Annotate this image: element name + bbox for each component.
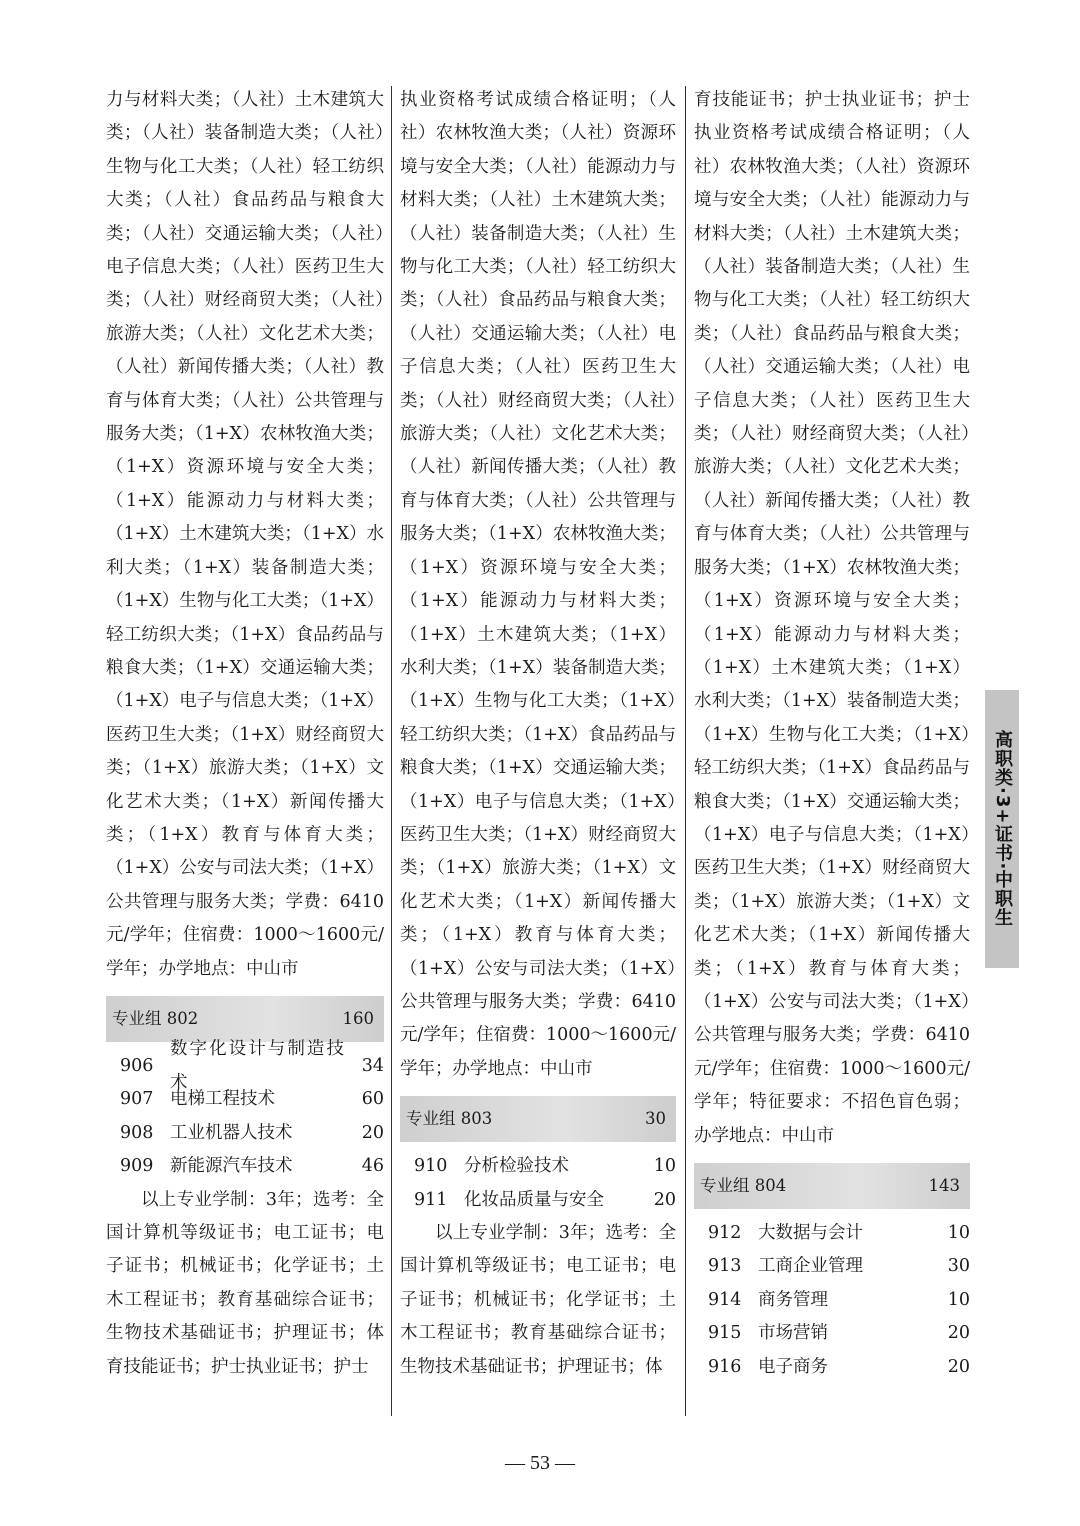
major-row bbox=[694, 1351, 970, 1384]
major-name: 新能源汽车技术 bbox=[170, 1156, 293, 1177]
major-group-header bbox=[400, 1096, 676, 1142]
major-count: 34 bbox=[361, 1055, 384, 1076]
major-count: 46 bbox=[361, 1156, 384, 1177]
column-1 bbox=[106, 84, 384, 1384]
paragraph: 力与材料大类；（人社）土木建筑大类；（人社）装备制造大类；（人社）生物与化工大类；（人社）轻工纺织大类；（人社）食品药品与粮食大类；（人社）交通运输大类；（人社）电子信息大类；（人社）医药卫生大类；（人社）财经商贸大类；（人社）旅游大类；（人社）文化艺术大类；（人社）新闻传播大类；（人社）教育与体育大类；（人社）公共管理与服务大类；（1+X）农林牧渔大类；（1+X）资源环境与安全大类；（1+X）能源动力与材料大类；（1+X）土木建筑大类；（1+X）水利大类；（1+X）装备制造大类；（1+X）生物与化工大类；（1+X）轻工纺织大类；（1+X）食品药品与粮食大类；（1+X）交通运输大类；（1+X）电子与信息大类；（1+X）医药卫生大类；（1+X）财经商贸大类；（1+X）旅游大类；（1+X）文化艺术大类；（1+X）新闻传播大类；（1+X）教育与体育大类；（1+X）公安与司法大类；（1+X）公共管理与服务大类；学费：6410元/学年；住宿费：1000～1600元/学年；办学地点：中山市 bbox=[106, 90, 384, 979]
major-name: 工商企业管理 bbox=[758, 1256, 863, 1277]
major-code: 910 bbox=[414, 1156, 448, 1177]
major-code: 916 bbox=[708, 1356, 742, 1377]
major-name: 工业机器人技术 bbox=[170, 1122, 293, 1143]
paragraph: 育技能证书；护士执业证书；护士执业资格考试成绩合格证明；（人社）农林牧渔大类；（人社）资源环境与安全大类；（人社）能源动力与材料大类；（人社）土木建筑大类；（人社）装备制造大类；（人社）生物与化工大类；（人社）轻工纺织大类；（人社）食品药品与粮食大类；（人社）交通运输大类；（人社）电子信息大类；（人社）医药卫生大类；（人社）财经商贸大类；（人社）旅游大类；（人社）文化艺术大类；（人社）新闻传播大类；（人社）教育与体育大类；（人社）公共管理与服务大类；（1+X）农林牧渔大类；（1+X）资源环境与安全大类；（1+X）能源动力与材料大类；（1+X）土木建筑大类；（1+X）水利大类；（1+X）装备制造大类；（1+X）生物与化工大类；（1+X）轻工纺织大类；（1+X）食品药品与粮食大类；（1+X）交通运输大类；（1+X）电子与信息大类；（1+X）医药卫生大类；（1+X）财经商贸大类；（1+X）旅游大类；（1+X）文化艺术大类；（1+X）新闻传播大类；（1+X）教育与体育大类；（1+X）公安与司法大类；（1+X）公共管理与服务大类；学费：6410元/学年；住宿费：1000～1600元/学年；特征要求：不招色盲色弱；办学地点：中山市 bbox=[694, 90, 970, 1146]
column-divider bbox=[685, 86, 686, 1416]
major-count: 20 bbox=[653, 1189, 676, 1210]
major-name: 化妆品质量与安全 bbox=[464, 1189, 604, 1210]
major-row bbox=[694, 1317, 970, 1350]
major-group-header bbox=[694, 1163, 970, 1209]
major-name: 市场营销 bbox=[758, 1323, 828, 1344]
page-number: — 53 — bbox=[505, 1452, 575, 1474]
paragraph: 执业资格考试成绩合格证明；（人社）农林牧渔大类；（人社）资源环境与安全大类；（人社）能源动力与材料大类；（人社）土木建筑大类；（人社）装备制造大类；（人社）生物与化工大类；（人社）轻工纺织大类；（人社）食品药品与粮食大类；（人社）交通运输大类；（人社）电子信息大类；（人社）医药卫生大类；（人社）财经商贸大类；（人社）旅游大类；（人社）文化艺术大类；（人社）新闻传播大类；（人社）教育与体育大类；（人社）公共管理与服务大类；（1+X）农林牧渔大类；（1+X）资源环境与安全大类；（1+X）能源动力与材料大类；（1+X）土木建筑大类；（1+X）水利大类；（1+X）装备制造大类；（1+X）生物与化工大类；（1+X）轻工纺织大类；（1+X）食品药品与粮食大类；（1+X）交通运输大类；（1+X）电子与信息大类；（1+X）医药卫生大类；（1+X）财经商贸大类；（1+X）旅游大类；（1+X）文化艺术大类；（1+X）新闻传播大类；（1+X）教育与体育大类；（1+X）公安与司法大类；（1+X）公共管理与服务大类；学费：6410元/学年；住宿费：1000～1600元/学年；办学地点：中山市 bbox=[400, 90, 676, 1079]
side-tab-label: 高职类·3+证书·中职生 bbox=[992, 730, 1013, 928]
major-code: 913 bbox=[708, 1256, 742, 1277]
major-row bbox=[106, 1150, 384, 1183]
column-2 bbox=[400, 84, 676, 1384]
major-name: 电子商务 bbox=[758, 1356, 828, 1377]
major-row bbox=[694, 1284, 970, 1317]
major-row bbox=[106, 1083, 384, 1116]
major-code: 912 bbox=[708, 1223, 742, 1243]
major-count: 10 bbox=[947, 1289, 970, 1310]
major-name: 数字化设计与制造技术 bbox=[170, 1039, 344, 1093]
major-count: 60 bbox=[361, 1089, 384, 1110]
major-name: 分析检验技术 bbox=[464, 1156, 569, 1177]
major-code: 906 bbox=[120, 1055, 154, 1076]
section-side-tab bbox=[985, 690, 1019, 968]
major-code: 907 bbox=[120, 1089, 154, 1110]
major-code: 911 bbox=[414, 1189, 448, 1210]
major-row bbox=[106, 1039, 384, 1093]
paragraph: 以上专业学制：3年；选考：全国计算机等级证书；电工证书；电子证书；机械证书；化学证书；土木工程证书；教育基础综合证书；生物技术基础证书；护理证书；体育技能证书；护士执业证书；护士 bbox=[106, 1189, 384, 1377]
group-count: 30 bbox=[645, 1109, 666, 1129]
major-count: 20 bbox=[361, 1122, 384, 1143]
major-name: 商务管理 bbox=[758, 1289, 828, 1310]
group-label: 专业组 804 bbox=[700, 1176, 787, 1196]
group-label: 专业组 803 bbox=[406, 1109, 493, 1129]
major-code: 914 bbox=[708, 1289, 742, 1310]
major-row bbox=[694, 1217, 970, 1250]
major-code: 909 bbox=[120, 1156, 154, 1177]
major-row bbox=[694, 1250, 970, 1283]
major-count: 30 bbox=[947, 1256, 970, 1277]
column-3 bbox=[694, 84, 970, 1384]
paragraph: 以上专业学制：3年；选考：全国计算机等级证书；电工证书；电子证书；机械证书；化学证书；土木工程证书；教育基础综合证书；生物技术基础证书；护理证书；体 bbox=[400, 1222, 676, 1377]
major-name: 大数据与会计 bbox=[758, 1223, 863, 1243]
major-code: 915 bbox=[708, 1323, 742, 1344]
group-label: 专业组 802 bbox=[112, 1009, 199, 1029]
major-row bbox=[106, 1117, 384, 1150]
major-count: 10 bbox=[947, 1223, 970, 1243]
major-code: 908 bbox=[120, 1122, 154, 1143]
major-row bbox=[400, 1150, 676, 1183]
major-row bbox=[400, 1184, 676, 1217]
major-name: 电梯工程技术 bbox=[170, 1089, 275, 1110]
column-divider bbox=[391, 86, 392, 1416]
major-count: 10 bbox=[653, 1156, 676, 1177]
group-count: 160 bbox=[342, 1009, 374, 1029]
major-count: 20 bbox=[947, 1323, 970, 1344]
group-count: 143 bbox=[928, 1176, 960, 1196]
major-count: 20 bbox=[947, 1356, 970, 1377]
